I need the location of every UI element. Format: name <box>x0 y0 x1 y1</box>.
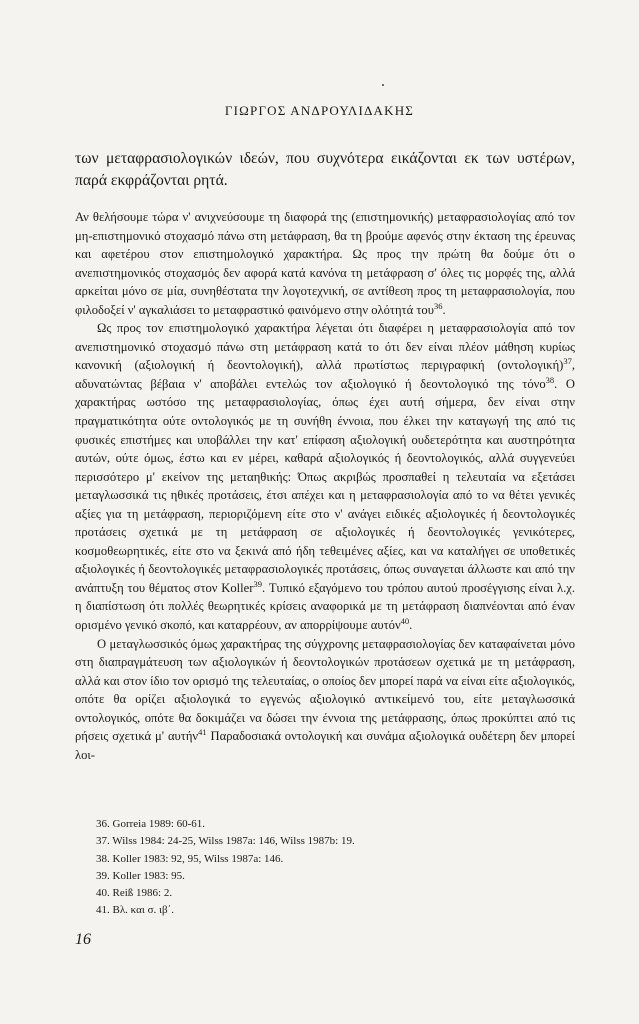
footnote-ref-37[interactable]: 37 <box>563 356 572 367</box>
footnote-ref-36[interactable]: 36 <box>433 300 443 311</box>
footnote-ref-41[interactable]: 41 <box>198 727 207 738</box>
footnote-39: 39. Koller 1983: 95. <box>96 869 185 882</box>
paragraph-2: Ως προς τον επιστημολογικό χαρακτήρα λέγεται ότι διαφέρει η μεταφρασιολογία από τον ανεπιστημονικό στοχασμό πάνω στη μετάφραση κατά το ότι δεν είναι πλέον μάθηση κυρίως κανονική (αξιολογική ή δεοντολογική), αλλά πρωτίστως περιγραφική $(o\nu\tau o\lambda o\gamma\iota\kappa ή)^{37}$, αδυνατώντας βέβαια ν' αποβάλει εντελώς τον αξιολογικό ή δεοντολογικό της τόνο$^{38}$. Ο χαρακτήρας ωστόσο της μεταφρασιολογίας, όπως έχει αυτή σήμερα, δεν είναι στην πραγματικότητα ούτε οντολογικός με τη συνήθη έννοια, που έλκει την καταγωγή της από τις φυσικές επιστήμες και υποβάλλει την κατ' επίφαση αξιολογική ουδετερότητα και αυστηρότητα αυτών, ούτε όμως, έστω και εν μέρει, καθαρά αξιολογικός ή δεοντολογικός, αλλά συγγενεύει περισσότερο μ' εκείνον της μεταηθικής: Όπως ακριβώς προσπαθεί η τελευταία να εξετάσει μεταγλωσσικά τις ηθικές προτάσεις, έτσι απέχει και η μεταφρασιολογία από το να θέτει γενικές αξίες για τη μετάφραση, περιοριζόμενη είτε στο ν' ανάγει ειδικές αξιολογικές ή δεοντολογικές προτάσεις σχετικά με τη μετάφραση σε αξιολογικές ή δεοντολογικές γενικότερες, κοσμοθεωρητικές, είτε στο να ξεκινά από ήδη τεθειμένες αξίες, και να καταλήγει σε υποθετικές αξιολογικές ή δεοντολογικές μεταφρασιολογικές προτάσεις, όπως συναγεται άλλωστε και από την ανάπτυξη του θέματος στον Koller$^{39}$. Τυπικό εξαγόμενο του τρόπου αυτού προσέγγισης είναι λ.χ. η διαπίστωση ότι πολλές θεωρητικές κρίσεις αναφορικά με τη μετάφραση διαπνέονται από έναν ορισμένο γενικό σκοπό, και καταρρέουν, αν απορρίψουμε αυτόν$^{40}$. <box>75 321 575 633</box>
footnote-ref-39[interactable]: 39 <box>253 578 262 589</box>
page-number: 16 <box>75 931 91 948</box>
footnotes <box>96 816 556 920</box>
speck <box>382 84 384 86</box>
footnote-40: 40. Reiß 1986: 2. <box>96 887 173 900</box>
footnote-ref-40[interactable]: 40 <box>400 615 410 626</box>
footnote-ref-38[interactable]: 38 <box>545 374 555 385</box>
footnote-36: 36. Gorreia 1989: 60-61. <box>96 818 206 830</box>
running-header: ΓΙΩΡΓΟΣ ΑΝΔΡΟΥΛΙΔΑΚΗΣ <box>224 103 415 118</box>
footnote-38: 38. Koller 1983: 92, 95, Wilss 1987a: 146. <box>96 852 284 865</box>
footnote-37: 37. Wilss 1984: 24-25, Wilss 1987a: 146, Wilss 1987b: 19. <box>96 835 355 848</box>
continued-paragraph: των μεταφρασιολογικών ιδεών, που συχνότερα εικάζονται εκ των υστέρων, παρά εκφράζονται ρητά. <box>75 150 575 189</box>
paragraph-3: Ο μεταγλωσσικός όμως χαρακτήρας της σύγχρονης μεταφρασιολογίας δεν καταφαίνεται μόνο στη διαπραγμάτευση των αξιολογικών ή δεοντολογικών προτάσεων σχετικά με τη μετάφραση, αλλά και στον ίδιο τον ορισμό της τελευταίας, ο οποίος δεν μπορεί παρά να είναι είτε αξιολογικός, οπότε θα ορίζει αξιολογικά το εγγενώς αξιολογικό αντικείμενό του, είτε μεταγλωσσικά οντολογικός, οπότε θα δοκιμάζει να δώσει την έννοια της μετάφρασης, όπως προκύπτει από τις ρήσεις σχετικά μ' αυτήν$^{41}$ Παραδοσιακά οντολογική και συνάμα αξιολογικά ουδέτερη δεν μπορεί λοι- <box>75 636 575 762</box>
main-text <box>75 208 575 764</box>
footnote-41: 41. Βλ. και σ. ιβ΄. <box>96 904 174 917</box>
paragraph-1: Αν θελήσουμε τώρα ν' ανιχνεύσουμε τη διαφορά της (επιστημονικής) μεταφρασιολογίας από τον μη-επιστημονικό στοχασμό πάνω στη μετάφραση, θα τη βρούμε αφενός στην έκταση της έρευνας και αφετέρου στον επιστημολογικό χαρακτήρα. Ως προς την πρώτη θα δούμε ότι ο ανεπιστημονικός στοχασμός δεν αφορά κατά κανόνα τη μετάφραση σ' όλες τις μορφές της, αλλά αρκείται μόνο σε μία, συνηθέστατα την λογοτεχνική, σε αντίθεση προς τη μεταφρασιολογία, που φιλοδοξεί ν' αγκαλιάσει το μεταφραστικό φαινόμενο στην ολότητά του$^{36}$. <box>75 210 575 317</box>
